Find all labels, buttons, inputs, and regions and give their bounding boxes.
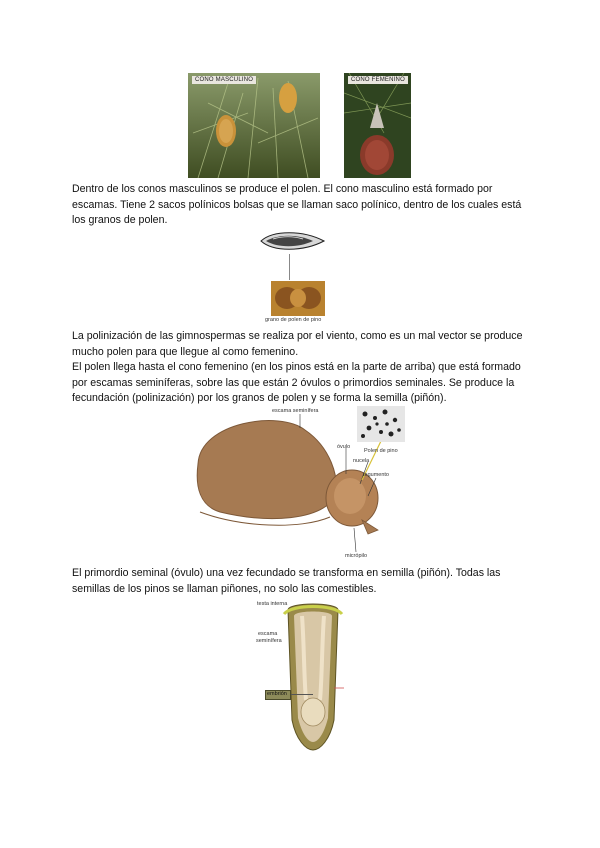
label-tegumento: tegumento (363, 472, 389, 478)
female-cone-illustration (344, 73, 411, 178)
paragraph-pollination: La polinización de las gimnospermas se realiza por el viento, como es un mal vector se produce mucho polen para que llegue al como femenino. (72, 330, 523, 358)
label-escama-seminifera: escama seminífera (272, 408, 319, 414)
embryo-pointer-line (291, 694, 313, 695)
pollen-connector-line (289, 254, 290, 280)
paragraph-fertilization: El polen llega hasta el cono femenino (en los pinos está en la parte de arriba) que está formado por escamas seminíferas, sobre las que están 2 óvulos o primordios seminales. Se produce la fecundación (polinización) por los granos de polen y se forma la semilla (piñón). (72, 361, 521, 405)
male-cone-photo (188, 73, 320, 178)
label-nucela: nucela (353, 458, 370, 464)
male-cone-label: CONO MASCULINO (192, 76, 256, 84)
pollen-grain-caption: grano de polen de pino (265, 317, 322, 323)
label-ovulo: óvulo (337, 444, 351, 450)
label-embrion: embrión (267, 691, 287, 697)
male-cone-illustration (188, 73, 320, 178)
male-scale-drawing (258, 228, 328, 254)
seed-diagram (282, 600, 344, 752)
label-polen-de-pino: Polen de pino (364, 448, 398, 454)
female-cone-label: CONO FEMENINO (348, 76, 408, 84)
label-seminifera: seminífera (256, 638, 282, 644)
pollen-grain-image (271, 281, 325, 316)
label-escama: escama (258, 631, 278, 637)
pine-pollen-photo (357, 406, 405, 442)
female-cone-photo (344, 73, 411, 178)
label-testa-interna: testa interna (257, 601, 288, 607)
paragraph-seed: El primordio seminal (óvulo) una vez fecundado se transforma en semilla (piñón). Todas las semillas de los pinos se llaman piñones, no solo las comestibles. (72, 567, 501, 595)
paragraph-pollen-production: Dentro de los conos masculinos se produce el polen. El cono masculino está formado por escamas. Tiene 2 sacos polínicos bolsas que se llaman saco polínico, dentro de los cuales está los granos de polen. (72, 183, 522, 227)
label-micropilo: micrópilo (345, 553, 368, 559)
